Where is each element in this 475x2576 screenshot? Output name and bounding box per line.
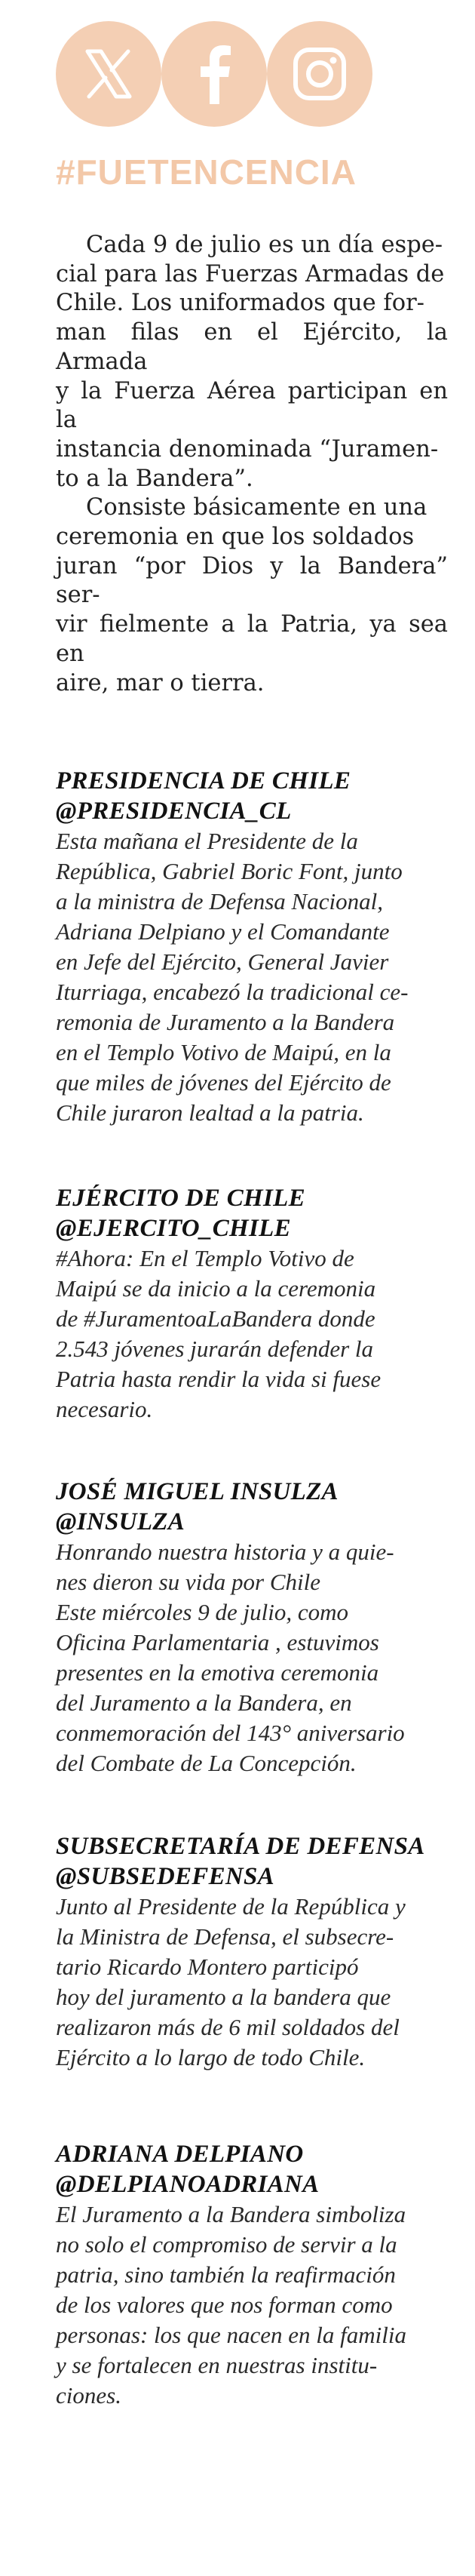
- post-author-handle[interactable]: @INSULZA: [56, 1508, 185, 1535]
- text-line: en Jefe del Ejército, General Javier: [56, 948, 389, 975]
- text-line: aire, mar o tierra.: [56, 669, 265, 696]
- text-line: Chile juraron lealtad a la patria.: [56, 1099, 364, 1126]
- text-line: 2.543 jóvenes jurarán defender la: [56, 1336, 374, 1362]
- text-line: la Ministra de Defensa, el subsecre-: [56, 1923, 394, 1950]
- text-line: Chile. Los uniformados que for-: [56, 290, 424, 317]
- text-line: de #JuramentoaLaBandera donde: [56, 1305, 375, 1332]
- post-text: [56, 1537, 455, 1778]
- post-author-name: PRESIDENCIA DE CHILE: [56, 767, 351, 795]
- text-line: República, Gabriel Boric Font, junto: [56, 858, 403, 884]
- text-line: #Ahora: En el Templo Votivo de: [56, 1245, 354, 1271]
- text-line: ceremonia en que los soldados: [56, 524, 415, 551]
- text-line: Este miércoles 9 de julio, como: [56, 1599, 348, 1625]
- text-line: vir fielmente a la Patria, ya sea en: [56, 611, 448, 667]
- post-author-name: JOSÉ MIGUEL INSULZA: [56, 1478, 339, 1505]
- text-line: remonia de Juramento a la Bandera: [56, 1009, 395, 1035]
- post-author-handle[interactable]: @EJERCITO_CHILE: [56, 1215, 291, 1242]
- text-line: del Juramento a la Bandera, en: [56, 1689, 352, 1716]
- text-line: nes dieron su vida por Chile: [56, 1569, 321, 1595]
- text-line: Oficina Parlamentaria , estuvimos: [56, 1629, 379, 1655]
- text-line: patria, sino también la reafirmación: [56, 2261, 396, 2288]
- facebook-icon[interactable]: [161, 21, 267, 127]
- text-line: presentes en la emotiva ceremonia: [56, 1659, 379, 1686]
- intro-paragraph: [56, 231, 448, 493]
- hashtag-title: #FUETENCENCIA: [56, 152, 357, 192]
- text-line: man filas en el Ejército, la Armada: [56, 319, 448, 375]
- social-icons-row: [56, 21, 372, 127]
- post-author-handle[interactable]: @SUBSEDEFENSA: [56, 1863, 274, 1890]
- post-author-name: SUBSECRETARÍA DE DEFENSA: [56, 1833, 425, 1860]
- text-line: que miles de jóvenes del Ejército de: [56, 1069, 391, 1096]
- post-author-name: EJÉRCITO DE CHILE: [56, 1185, 305, 1212]
- text-line: de los valores que nos forman como: [56, 2292, 393, 2318]
- text-line: Honrando nuestra historia y a quie-: [56, 1539, 394, 1565]
- social-post: [56, 1831, 455, 2073]
- social-post: [56, 1183, 455, 1425]
- text-line: juran “por Dios y la Bandera” ser-: [56, 552, 448, 609]
- text-line: y se fortalecen en nuestras institu-: [56, 2352, 378, 2378]
- text-line: tario Ricardo Montero participó: [56, 1954, 359, 1980]
- text-line: necesario.: [56, 1396, 153, 1422]
- social-post: [56, 1477, 455, 1778]
- post-author-handle[interactable]: @DELPIANOADRIANA: [56, 2171, 320, 2198]
- text-line: hoy del juramento a la bandera que: [56, 1984, 391, 2010]
- text-line: El Juramento a la Bandera simboliza: [56, 2201, 406, 2227]
- text-line: y la Fuerza Aérea participan en la: [56, 377, 448, 434]
- intro-article: [56, 231, 448, 698]
- text-line: no solo el compromiso de servir a la: [56, 2231, 397, 2258]
- text-line: en el Templo Votivo de Maipú, en la: [56, 1039, 391, 1065]
- post-text: [56, 1243, 455, 1425]
- text-line: Adriana Delpiano y el Comandante: [56, 918, 390, 945]
- text-line: personas: los que nacen en la familia: [56, 2322, 406, 2348]
- post-author-handle[interactable]: @PRESIDENCIA_CL: [56, 798, 292, 825]
- social-post: [56, 2139, 455, 2411]
- text-line: Iturriaga, encabezó la tradicional ce-: [56, 979, 409, 1005]
- post-author-name: ADRIANA DELPIANO: [56, 2141, 304, 2168]
- text-line: cial para las Fuerzas Armadas de: [56, 260, 445, 287]
- post-text: [56, 2199, 455, 2411]
- text-line: conmemoración del 143° aniversario: [56, 1720, 405, 1746]
- post-text: [56, 826, 455, 1128]
- instagram-icon[interactable]: [267, 21, 372, 127]
- text-line: ciones.: [56, 2382, 121, 2408]
- text-line: to a la Bandera”.: [56, 465, 253, 492]
- text-line: del Combate de La Concepción.: [56, 1750, 357, 1776]
- text-line: Ejército a lo largo de todo Chile.: [56, 2044, 366, 2070]
- text-line: Patria hasta rendir la vida si fuese: [56, 1366, 382, 1392]
- text-line: instancia denominada “Juramen-: [56, 435, 439, 463]
- post-text: [56, 1892, 455, 2073]
- text-line: Junto al Presidente de la República y: [56, 1893, 406, 1920]
- text-line: Cada 9 de julio es un día espe-: [86, 232, 443, 258]
- text-line: Consiste básicamente en una: [86, 494, 428, 521]
- x-icon[interactable]: [56, 21, 161, 127]
- text-line: Maipú se da inicio a la ceremonia: [56, 1275, 376, 1302]
- intro-paragraph: [56, 493, 448, 698]
- text-line: Esta mañana el Presidente de la: [56, 828, 358, 854]
- text-line: realizaron más de 6 mil soldados del: [56, 2014, 400, 2040]
- text-line: a la ministra de Defensa Nacional,: [56, 888, 383, 915]
- social-post: [56, 766, 455, 1128]
